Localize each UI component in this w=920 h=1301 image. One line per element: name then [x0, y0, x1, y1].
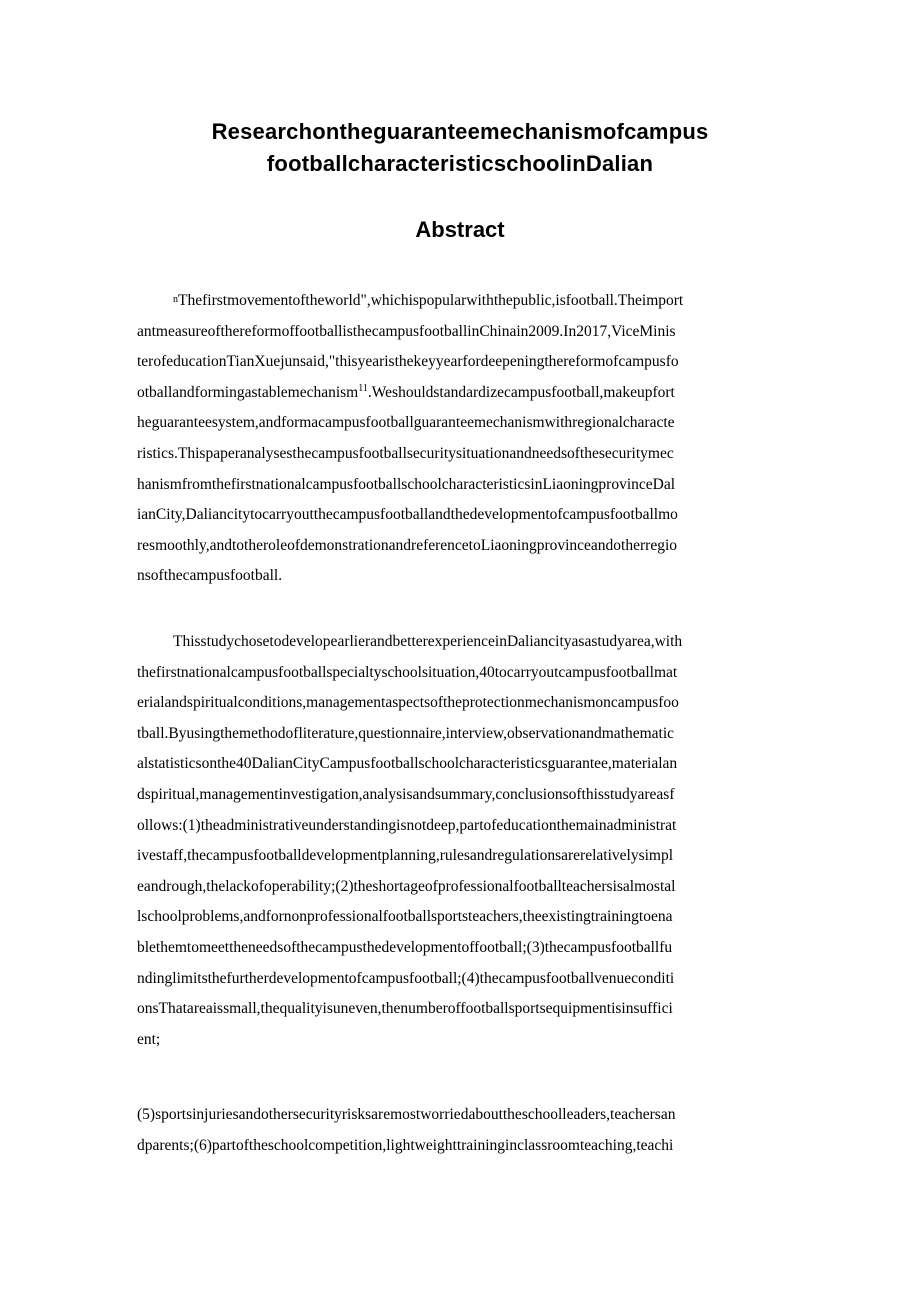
- text-line: heguaranteesystem,andformacampusfootballguaranteemechanismwithregionalcharacte: [137, 414, 675, 432]
- text-line: ristics.Thispaperanalysesthecampusfootballsecuritysituationandneedsofthesecuritymec: [137, 444, 674, 462]
- text-line: dspiritual,managementinvestigation,analysisandsummary,conclusionsofthisstudyareasf: [137, 785, 675, 803]
- text-line: nsofthecampusfootball.: [137, 567, 283, 585]
- text-line: alstatisticsonthe40DalianCityCampusfootballschoolcharacteristicsguarantee,materialan: [137, 755, 678, 773]
- abstract-paragraph-1: [137, 286, 787, 592]
- text-line: otballandformingastablemechanism$^{11}$.Weshouldstandardizecampusfootball,makeupfort: [137, 382, 675, 401]
- text-line: ianCity,Daliancitytocarryoutthecampusfootballandthedevelopmentofcampusfootballmo: [137, 506, 678, 524]
- text-line: resmoothly,andtotheroleofdemonstrationandreferencetoLiaoningprovinceandotherregio: [137, 536, 678, 554]
- text-line: (5)sportsinjuriesandothersecurityrisksaremostworriedabouttheschoolleaders,teachersan: [137, 1106, 676, 1123]
- text-line: $^n$Thefirstmovementoftheworld",whichispopularwiththepublic,isfootball.Theimport: [173, 292, 684, 309]
- text-line: thefirstnationalcampusfootballspecialtyschoolsituation,40tocarryoutcampusfootballmat: [137, 663, 678, 681]
- text-line: onsThatareaissmall,thequalityisuneven,thenumberoffootballsportsequipmentisinsuffici: [137, 1000, 673, 1018]
- text-line: tball.Byusingthemethodofliterature,questionnaire,interview,observationandmathematic: [137, 724, 675, 742]
- paper-title-line-2: footballcharacteristicschoolinDalian: [266, 151, 654, 176]
- text-line: terofeducationTianXuejunsaid,"thisyearisthekeyyearfordeepeningthereformofcampusfo: [137, 353, 679, 371]
- abstract-paragraph-2: [137, 627, 787, 1055]
- lead-mark: n: [173, 294, 178, 305]
- citation-superscript: 11: [358, 382, 368, 394]
- text-line: hanismfromthefirstnationalcampusfootballschoolcharacteristicsinLiaoningprovinceDal: [137, 475, 676, 493]
- text-line: ollows:(1)theadministrativeunderstandingisnotdeep,partofeducationthemainadministrat: [137, 816, 677, 834]
- text-line: blethemtomeettheneedsofthecampusthedevelopmentoffootball;(3)thecampusfootballfu: [137, 938, 673, 956]
- abstract-paragraph-3: [137, 1100, 787, 1161]
- text-line: antmeasureofthereformoffootballisthecampusfootballinChinain2009.In2017,ViceMinis: [137, 322, 676, 340]
- text-line: eandrough,thelackofoperability;(2)theshortageofprofessionalfootballteachersisalmostal: [137, 877, 676, 895]
- text-line: ndinglimitsthefurtherdevelopmentofcampusfootball;(4)thecampusfootballvenueconditi: [137, 969, 675, 987]
- abstract-heading: Abstract: [415, 217, 505, 242]
- paper-title-line-1: Researchontheguaranteemechanismofcampus: [211, 119, 709, 144]
- text-line: erialandspiritualconditions,managementaspectsoftheprotectionmechanismoncampusfoo: [137, 694, 679, 712]
- text-line: ent;: [137, 1030, 161, 1048]
- text-line: ivestaff,thecampusfootballdevelopmentplanning,rulesandregulationsarerelativelysimpl: [137, 847, 674, 865]
- text-line: lschoolproblems,andfornonprofessionalfootballsportsteachers,theexistingtrainingtoena: [137, 908, 673, 926]
- text-line: dparents;(6)partoftheschoolcompetition,lightweighttraininginclassroomteaching,teachi: [137, 1136, 674, 1154]
- text-line: ThisstudychosetodevelopearlierandbetterexperienceinDaliancityasastudyarea,with: [173, 633, 683, 650]
